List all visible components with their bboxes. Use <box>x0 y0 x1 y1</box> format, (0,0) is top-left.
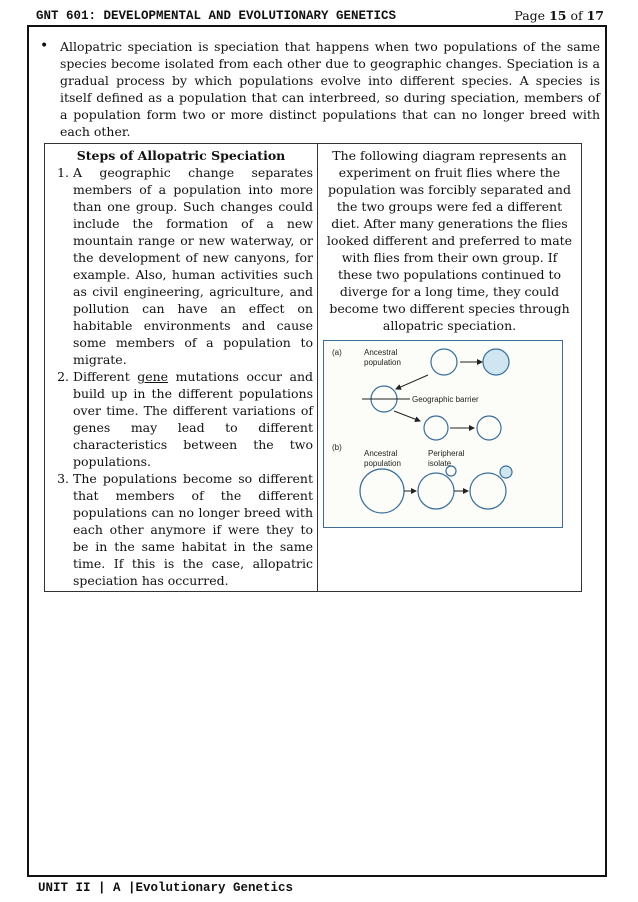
main-pop-b <box>418 473 454 509</box>
ancestral-a-line2: population <box>364 358 401 367</box>
page-footer: UNIT II | A |Evolutionary Genetics <box>38 881 294 895</box>
diverged-pop-a <box>483 349 509 375</box>
final-pop-a <box>477 416 501 440</box>
peripheral-line2: isolate <box>428 459 452 468</box>
intro-bullet <box>40 38 600 140</box>
steps-title: Steps of Allopatric Speciation <box>76 148 286 163</box>
speciation-diagram <box>323 340 563 528</box>
peripheral-line1: Peripheral <box>428 449 465 458</box>
gene-link[interactable]: gene <box>137 369 169 384</box>
ancestral-b-line1: Ancestral <box>364 449 398 458</box>
bullet-icon: • <box>40 38 49 54</box>
label-a: (a) <box>332 348 342 357</box>
barrier-label: Geographic barrier <box>412 395 479 404</box>
ancestral-a-line1: Ancestral <box>364 348 398 357</box>
step-item: 2. Different gene mutations occur and build up in the different populations over time. The different variations of genes may lead to different characteristics between the two populations. <box>73 368 313 470</box>
speciation-table <box>44 143 582 592</box>
arrow-split <box>396 375 428 389</box>
step-item: 3. The populations become so different that members of the different populations can no longer breed with each other anymore if were they to be in the same habitat in the same time. If this is the case, allopatric speciation has occurred. <box>73 470 313 589</box>
arrow-b <box>394 411 420 421</box>
step-item: 1. A geographic change separates members of a population into more than one group. Such changes could include the formation of a new mountain range or new waterway, or the development of new canyons, for example. Also, human activities such as civil engineering, agriculture, and pollution can have an effect on habitable environments and cause some members of a population to migrate. <box>73 164 313 368</box>
course-title: GNT 601: DEVELOPMENTAL AND EVOLUTIONARY GENETICS <box>36 9 397 23</box>
intro-text: Allopatric speciation is speciation that happens when two populations of the same species become isolated from each other due to geographic changes. Speciation is a gradual process by which populations evolve into different species. A species is itself defined as a population that can interbreed, so during speciation, members of a population form two or more distinct populations that can no longer breed with each other. <box>60 39 600 139</box>
ancestral-pop-a <box>431 349 457 375</box>
steps-list <box>49 164 313 589</box>
new-species-b <box>500 466 512 478</box>
experiment-text: The following diagram represents an experiment on fruit flies where the population was forcibly separated and the two groups were fed a different diet. After many generations the flies looked different and preferred to mate with flies from their own group. If these two populations continued to diverge for a long time, they could become two different species through allopatric speciation. <box>326 148 573 333</box>
ancestral-b-line2: population <box>364 459 401 468</box>
page-header <box>32 4 606 26</box>
diagram-svg <box>324 341 562 527</box>
final-pop-b <box>470 473 506 509</box>
ancestral-pop-b <box>360 469 404 513</box>
isolated-pop <box>424 416 448 440</box>
steps-cell <box>45 144 318 592</box>
page-number: Page 15 of 17 <box>514 8 604 23</box>
experiment-cell <box>318 144 582 592</box>
label-b: (b) <box>332 443 342 452</box>
